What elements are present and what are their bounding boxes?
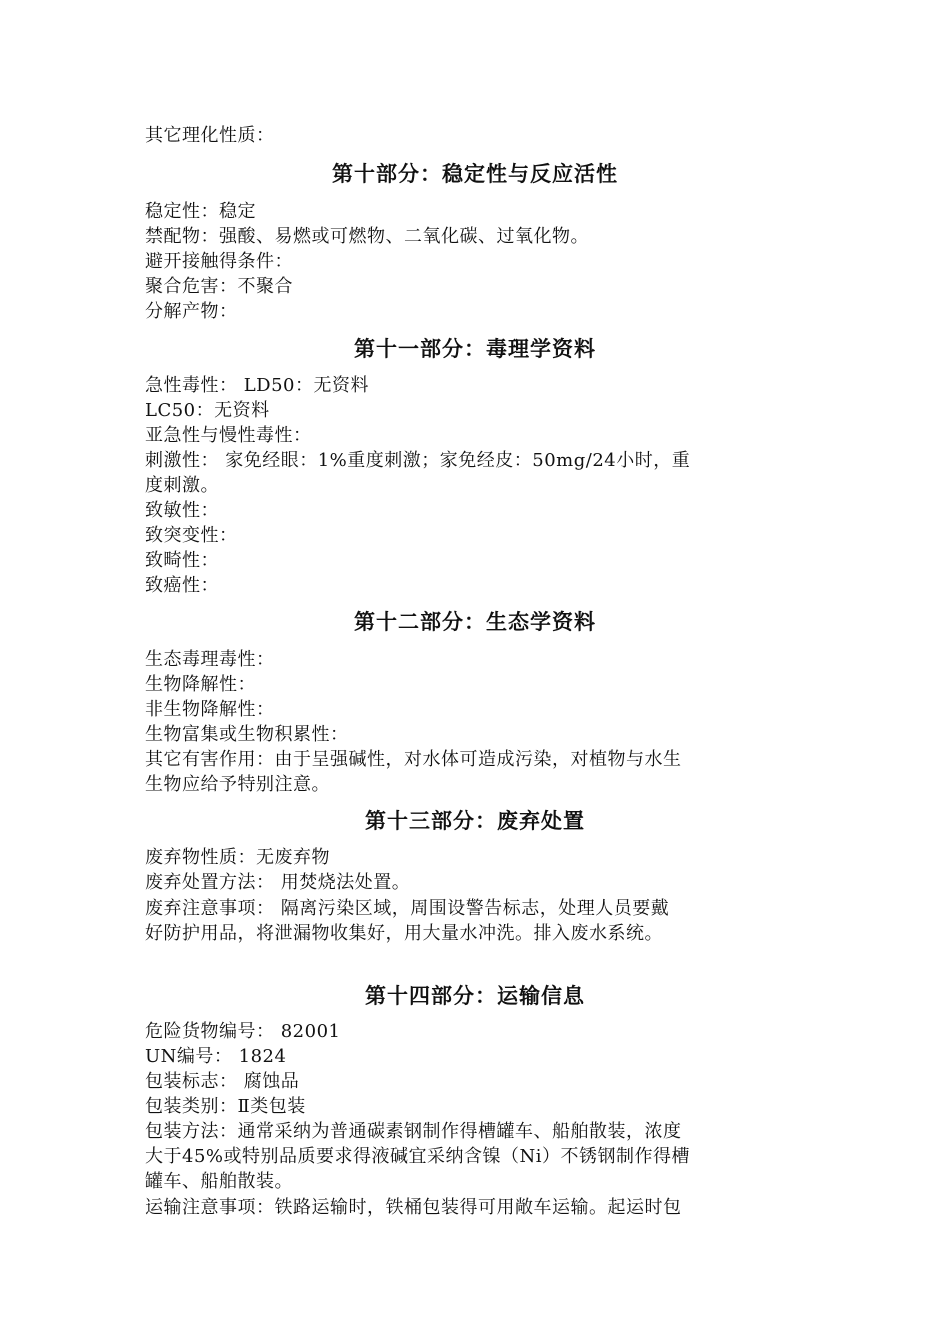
transport-precautions-line: 运输注意事项：铁路运输时，铁桶包装得可用敞车运输。起运时包 bbox=[145, 1197, 682, 1218]
conditions-to-avoid-line: 避开接触得条件： bbox=[145, 251, 293, 272]
section-13-heading: 第十三部分：废弃处置 bbox=[365, 809, 585, 833]
sensitization-line: 致敏性： bbox=[145, 500, 219, 521]
lc50-line: LC50：无资料 bbox=[145, 400, 270, 421]
irritation-line-2: 度刺激。 bbox=[145, 475, 219, 496]
un-number-line: UN编号： 1824 bbox=[145, 1046, 287, 1067]
disposal-method-line: 废弃处置方法： 用焚烧法处置。 bbox=[145, 872, 411, 893]
section-14-heading: 第十四部分：运输信息 bbox=[365, 984, 585, 1008]
decomposition-products-line: 分解产物： bbox=[145, 301, 238, 322]
other-harmful-effects-line-1: 其它有害作用：由于呈强碱性，对水体可造成污染，对植物与水生 bbox=[145, 749, 682, 770]
acute-toxicity-line: 急性毒性： LD50：无资料 bbox=[145, 375, 370, 396]
other-harmful-effects-line-2: 生物应给予特别注意。 bbox=[145, 774, 330, 795]
disposal-precautions-line-2: 好防护用品，将泄漏物收集好，用大量水冲洗。排入废水系统。 bbox=[145, 923, 663, 944]
section-12-heading: 第十二部分：生态学资料 bbox=[354, 610, 596, 634]
section-10-heading: 第十部分：稳定性与反应活性 bbox=[332, 162, 618, 186]
dangerous-goods-number-line: 危险货物编号： 82001 bbox=[145, 1021, 341, 1042]
incompatible-materials-line: 禁配物：强酸、易燃或可燃物、二氧化碳、过氧化物。 bbox=[145, 226, 589, 247]
polymerization-hazard-line: 聚合危害：不聚合 bbox=[145, 276, 293, 297]
teratogenicity-line: 致畸性： bbox=[145, 550, 219, 571]
packaging-method-line-3: 罐车、船舶散装。 bbox=[145, 1171, 293, 1192]
mutagenicity-line: 致突变性： bbox=[145, 525, 238, 546]
other-properties-line: 其它理化性质： bbox=[145, 125, 275, 146]
section-11-heading: 第十一部分：毒理学资料 bbox=[354, 337, 596, 361]
packaging-method-line-1: 包装方法：通常采纳为普通碳素钢制作得槽罐车、船舶散装，浓度 bbox=[145, 1121, 682, 1142]
waste-properties-line: 废弃物性质：无废弃物 bbox=[145, 847, 330, 868]
abiotic-degradability-line: 非生物降解性： bbox=[145, 699, 275, 720]
bioaccumulation-line: 生物富集或生物积累性： bbox=[145, 724, 349, 745]
packaging-label-line: 包装标志： 腐蚀品 bbox=[145, 1071, 300, 1092]
chronic-toxicity-line: 亚急性与慢性毒性： bbox=[145, 425, 312, 446]
stability-line: 稳定性：稳定 bbox=[145, 201, 256, 222]
irritation-line-1: 刺激性： 家免经眼：1%重度刺激；家免经皮：50mg/24小时，重 bbox=[145, 450, 691, 471]
disposal-precautions-line-1: 废弃注意事项： 隔离污染区域，周围设警告标志，处理人员要戴 bbox=[145, 898, 670, 919]
carcinogenicity-line: 致癌性： bbox=[145, 575, 219, 596]
ecotoxicity-line: 生态毒理毒性： bbox=[145, 649, 275, 670]
biodegradability-line: 生物降解性： bbox=[145, 674, 256, 695]
packaging-category-line: 包装类别：Ⅱ类包装 bbox=[145, 1096, 306, 1117]
packaging-method-line-2: 大于45%或特别品质要求得液碱宜采纳含镍（Ni）不锈钢制作得槽 bbox=[145, 1146, 691, 1167]
